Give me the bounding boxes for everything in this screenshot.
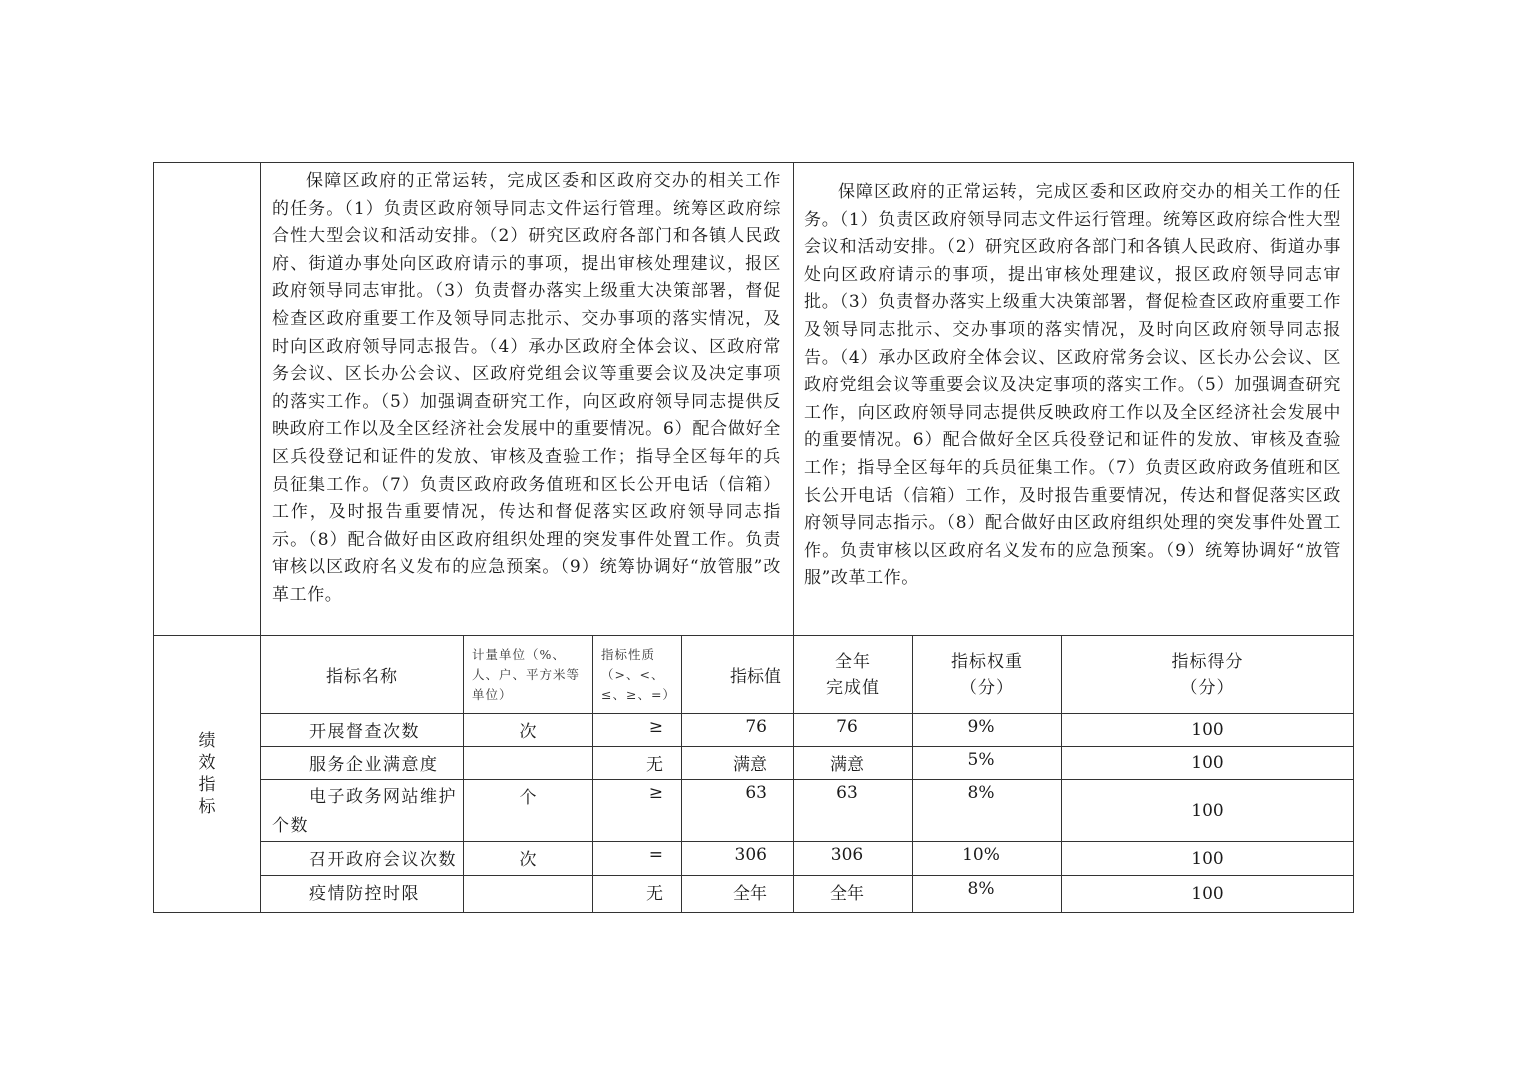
- header-score: [1062, 636, 1354, 714]
- indicator-target: 63: [682, 780, 794, 842]
- indicator-unit: 次: [464, 842, 593, 876]
- indicator-target: 306: [682, 842, 794, 876]
- indicator-weight: 5%: [913, 747, 1062, 780]
- indicator-header-row: [154, 636, 1354, 714]
- indicator-name: 召开政府会议次数: [261, 842, 464, 876]
- indicator-relation: 无: [593, 876, 682, 913]
- indicator-weight: 10%: [913, 842, 1062, 876]
- indicator-done: 满意: [794, 747, 913, 780]
- indicator-weight: 9%: [913, 714, 1062, 747]
- indicator-target: 76: [682, 714, 794, 747]
- indicator-score: 100: [1062, 842, 1354, 876]
- indicator-weight: 8%: [913, 876, 1062, 913]
- indicator-target: 全年: [682, 876, 794, 913]
- table-row: [154, 780, 1354, 842]
- indicator-target: 满意: [682, 747, 794, 780]
- section-label-cell: [154, 636, 261, 913]
- indicator-score: 100: [1062, 876, 1354, 913]
- table-row: [154, 747, 1354, 780]
- performance-table: [153, 162, 1354, 913]
- section-label: 绩效指标: [198, 731, 216, 817]
- header-unit: 计量单位（%、人、户、平方米等单位）: [464, 636, 593, 714]
- indicator-done: 全年: [794, 876, 913, 913]
- goal-text-left: 保障区政府的正常运转，完成区委和区政府交办的相关工作的任务。（1）负责区政府领导同志文件运行管理。统筹区政府综合性大型会议和活动安排。（2）研究区政府各部门和各镇人民政府、街道办事处向区政府请示的事项，提出审核处理建议，报区政府领导同志审批。（3）负责督办落实上级重大决策部署，督促检查区政府重要工作及领导同志批示、交办事项的落实情况，及时向区政府领导同志报告。（4）承办区政府全体会议、区政府常务会议、区长办公会议、区政府党组会议等重要会议及决定事项的落实工作。（5）加强调查研究工作，向区政府领导同志提供反映政府工作以及全区经济社会发展中的重要情况。6）配合做好全区兵役登记和证件的发放、审核及查验工作；指导全区每年的兵员征集工作。（7）负责区政府政务值班和区长公开电话（信箱）工作，及时报告重要情况，传达和督促落实区政府领导同志指示。（8）配合做好由区政府组织处理的突发事件处置工作。负责审核以区政府名义发布的应急预案。（9）统筹协调好“放管服”改革工作。: [272, 171, 781, 605]
- header-indicator-name: 指标名称: [261, 636, 464, 714]
- header-done: [794, 636, 913, 714]
- indicator-unit: [464, 747, 593, 780]
- indicator-weight: 8%: [913, 780, 1062, 842]
- header-score-line1: 指标得分: [1171, 651, 1244, 672]
- goal-label-cell: [154, 163, 261, 636]
- indicator-done: 63: [794, 780, 913, 842]
- indicator-relation: =: [593, 842, 682, 876]
- header-weight-line1: 指标权重: [951, 651, 1023, 672]
- header-relation: 指标性质（>、<、≤、≥、=）: [593, 636, 682, 714]
- header-done-line2: 完成值: [826, 677, 880, 698]
- header-score-line2: （分）: [1180, 677, 1235, 698]
- goal-cell-left: [261, 163, 794, 636]
- goal-row: [154, 163, 1354, 636]
- goal-cell-right: [794, 163, 1354, 636]
- indicator-relation: ≥: [593, 780, 682, 842]
- header-done-line1: 全年: [835, 651, 871, 672]
- header-target: 指标值: [682, 636, 794, 714]
- goal-text-right: 保障区政府的正常运转，完成区委和区政府交办的相关工作的任务。（1）负责区政府领导同志文件运行管理。统筹区政府综合性大型会议和活动安排。（2）研究区政府各部门和各镇人民政府、街道办事处向区政府请示的事项，提出审核处理建议，报区政府领导同志审批。（3）负责督办落实上级重大决策部署，督促检查区政府重要工作及领导同志批示、交办事项的落实情况，及时向区政府领导同志报告。（4）承办区政府全体会议、区政府常务会议、区长办公会议、区政府党组会议等重要会议及决定事项的落实工作。（5）加强调查研究工作，向区政府领导同志提供反映政府工作以及全区经济社会发展中的重要情况。6）配合做好全区兵役登记和证件的发放、审核及查验工作；指导全区每年的兵员征集工作。（7）负责区政府政务值班和区长公开电话（信箱）工作，及时报告重要情况，传达和督促落实区政府领导同志指示。（8）配合做好由区政府组织处理的突发事件处置工作。负责审核以区政府名义发布的应急预案。（9）统筹协调好“放管服”改革工作。: [804, 182, 1342, 589]
- table-row: [154, 714, 1354, 747]
- indicator-unit: 个: [464, 780, 593, 842]
- indicator-name: 开展督查次数: [261, 714, 464, 747]
- indicator-unit: [464, 876, 593, 913]
- indicator-name: 服务企业满意度: [261, 747, 464, 780]
- indicator-name: 电子政务网站维护个数: [261, 780, 464, 842]
- table-row: [154, 876, 1354, 913]
- indicator-done: 306: [794, 842, 913, 876]
- header-weight: [913, 636, 1062, 714]
- indicator-done: 76: [794, 714, 913, 747]
- indicator-name: 疫情防控时限: [261, 876, 464, 913]
- header-weight-line2: （分）: [960, 677, 1014, 698]
- table-row: [154, 842, 1354, 876]
- indicator-unit: 次: [464, 714, 593, 747]
- indicator-relation: 无: [593, 747, 682, 780]
- indicator-relation: ≥: [593, 714, 682, 747]
- indicator-score: 100: [1062, 714, 1354, 747]
- indicator-score: 100: [1062, 780, 1354, 842]
- indicator-score: 100: [1062, 747, 1354, 780]
